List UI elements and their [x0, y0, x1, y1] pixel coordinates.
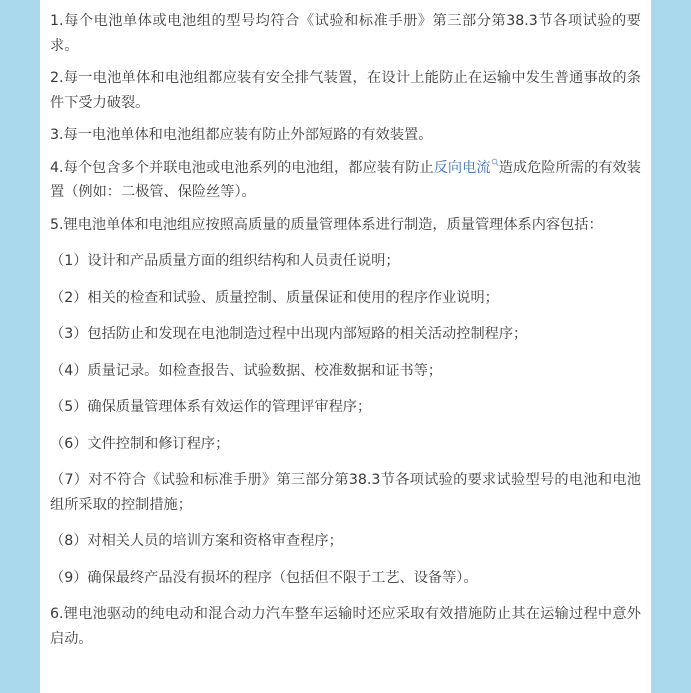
paragraph-4-text-after: 造成危险所需的有效装置（例如：二极管、保险丝等）。: [50, 159, 641, 200]
paragraph-4: [50, 156, 641, 205]
paragraph-2: 2.每一电池单体和电池组都应装有安全排气装置，在设计上能防止在运输中发生普通事故的条件下受力破裂。: [50, 70, 641, 111]
paragraph-6: 6.锂电池驱动的纯电动和混合动力汽车整车运输时还应采取有效措施防止其在运输过程中意外启动。: [50, 606, 641, 647]
paragraph-1: 1.每个电池单体或电池组的型号均符合《试验和标准手册》第三部分第38.3节各项试验的要求。: [50, 13, 641, 54]
sub-item-3: （3）包括防止和发现在电池制造过程中出现内部短路的相关活动控制程序；: [50, 326, 528, 342]
sub-item-7: （7）对不符合《试验和标准手册》第三部分第38.3节各项试验的要求试验型号的电池和电池组所采取的控制措施；: [50, 472, 641, 513]
paragraph-5: 5.锂电池单体和电池组应按照高质量的质量管理体系进行制造，质量管理体系内容包括：: [50, 216, 603, 233]
paragraph-4-text-before: 4.每个包含多个并联电池或电池系列的电池组，都应装有防止: [50, 159, 434, 176]
paragraph-3: 3.每一电池单体和电池组都应装有防止外部短路的有效装置。: [50, 127, 433, 143]
sub-item-9: （9）确保最终产品没有损坏的程序（包括但不限于工艺、设备等）。: [50, 569, 478, 586]
article-page: [40, 0, 651, 693]
sub-item-2: （2）相关的检查和试验、质量控制、质量保证和使用的程序作业说明；: [50, 289, 499, 306]
sub-item-6: （6）文件控制和修订程序；: [50, 435, 230, 452]
sub-item-5: （5）确保质量管理体系有效运作的管理评审程序；: [50, 399, 372, 415]
sub-item-1: （1）设计和产品质量方面的组织结构和人员责任说明；: [50, 253, 400, 269]
reverse-current-link[interactable]: 反向电流: [433, 159, 491, 176]
article-content: [40, 0, 651, 651]
search-icon[interactable]: [491, 158, 499, 168]
sub-item-8: （8）对相关人员的培训方案和资格审查程序；: [50, 533, 343, 549]
sub-item-4: （4）质量记录。如检查报告、试验数据、校准数据和证书等；: [50, 362, 443, 379]
